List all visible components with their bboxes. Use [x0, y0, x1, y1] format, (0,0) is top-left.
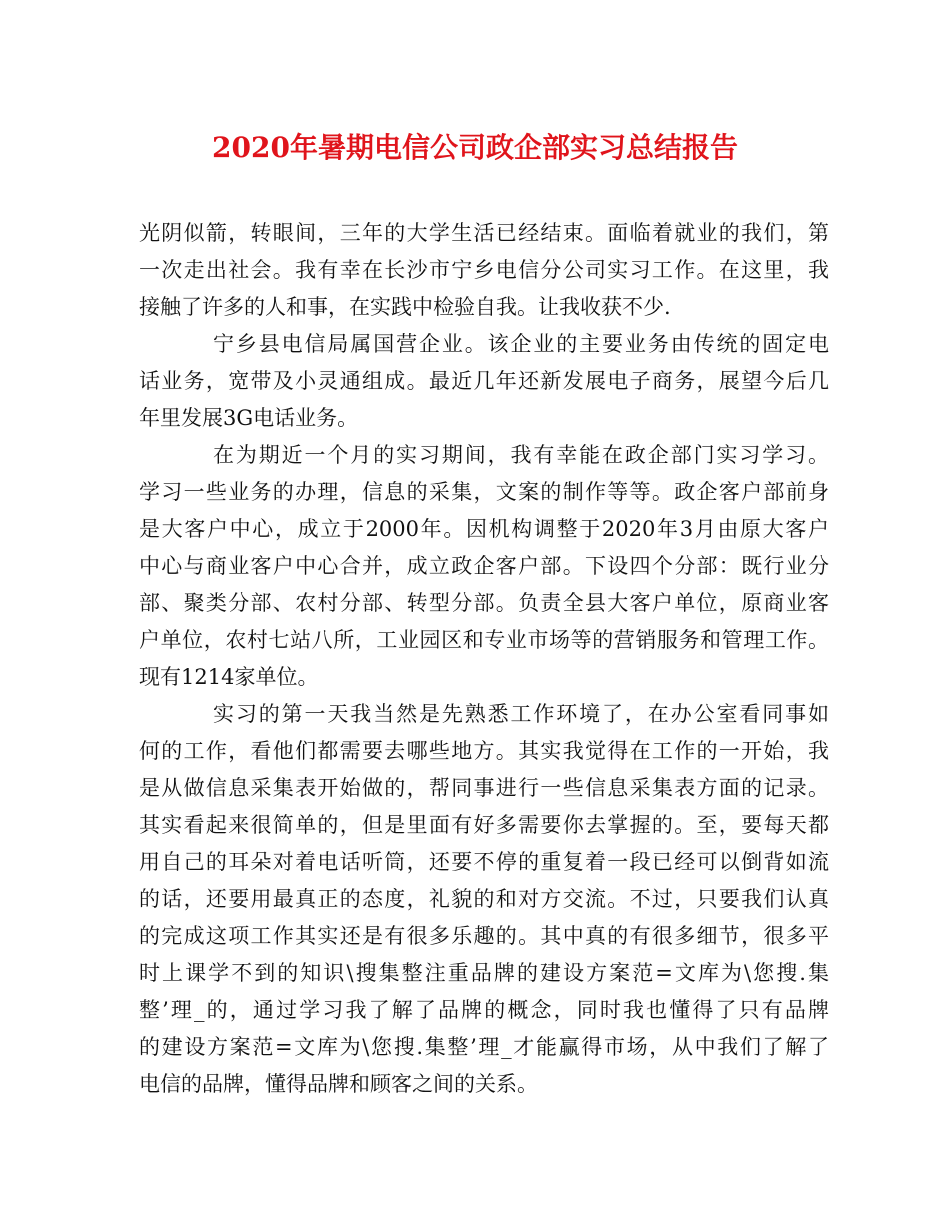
paragraph-line: 宁乡县电信局属国营企业。该企业的主要业务由传统的固定电	[213, 332, 829, 356]
paragraph-line: 部、聚类分部、农村分部、转型分部。负责全县大客户单位，原商业客	[139, 591, 829, 615]
paragraph-line: 整’理_的，通过学习我了解了品牌的概念，同时我也懂得了只有品牌	[139, 998, 829, 1022]
paragraph-line: 是大客户中心，成立于2000年。因机构调整于2020年3月由原大客户	[139, 517, 829, 541]
paragraph-line: 学习一些业务的办理，信息的采集，文案的制作等等。政企客户部前身	[139, 480, 829, 504]
document-body	[139, 215, 829, 1103]
paragraph	[139, 326, 829, 437]
paragraph	[139, 696, 829, 1103]
document-title: 2020年暑期电信公司政企部实习总结报告	[212, 131, 738, 164]
paragraph-line: 一次走出社会。我有幸在长沙市宁乡电信分公司实习工作。在这里，我	[139, 258, 829, 282]
paragraph-line: 年里发展3G电话业务。	[139, 406, 359, 430]
paragraph	[139, 215, 829, 326]
paragraph-line: 户单位，农村七站八所，工业园区和专业市场等的营销服务和管理工作。	[139, 628, 829, 652]
paragraph-line: 何的工作，看他们都需要去哪些地方。其实我觉得在工作的一开始，我	[139, 739, 829, 763]
paragraph-line: 话业务，宽带及小灵通组成。最近几年还新发展电子商务，展望今后几	[139, 369, 829, 393]
paragraph	[139, 437, 829, 696]
paragraph-line: 中心与商业客户中心合并，成立政企客户部。下设四个分部：既行业分	[139, 554, 829, 578]
paragraph-line: 时上课学不到的知识\搜集整注重品牌的建设方案范=文库为\您搜.集	[139, 961, 829, 985]
paragraph-line: 实习的第一天我当然是先熟悉工作环境了，在办公室看同事如	[213, 702, 829, 726]
paragraph-line: 电信的品牌，懂得品牌和顾客之间的关系。	[139, 1072, 538, 1096]
paragraph-line: 的完成这项工作其实还是有很多乐趣的。其中真的有很多细节，很多平	[139, 924, 829, 948]
paragraph-line: 接触了许多的人和事，在实践中检验自我。让我收获不少.	[139, 295, 671, 319]
paragraph-line: 光阴似箭，转眼间，三年的大学生活已经结束。面临着就业的我们，第	[139, 221, 829, 245]
paragraph-line: 的话，还要用最真正的态度，礼貌的和对方交流。不过，只要我们认真	[139, 887, 829, 911]
paragraph-line: 是从做信息采集表开始做的，帮同事进行一些信息采集表方面的记录。	[139, 776, 829, 800]
paragraph-line: 用自己的耳朵对着电话听筒，还要不停的重复着一段已经可以倒背如流	[139, 850, 829, 874]
paragraph-line: 其实看起来很简单的，但是里面有好多需要你去掌握的。至，要每天都	[139, 813, 829, 837]
paragraph-line: 在为期近一个月的实习期间，我有幸能在政企部门实习学习。	[213, 443, 829, 467]
paragraph-line: 的建设方案范=文库为\您搜.集整’理_才能赢得市场，从中我们了解了	[139, 1035, 829, 1059]
paragraph-line: 现有1214家单位。	[139, 665, 319, 689]
